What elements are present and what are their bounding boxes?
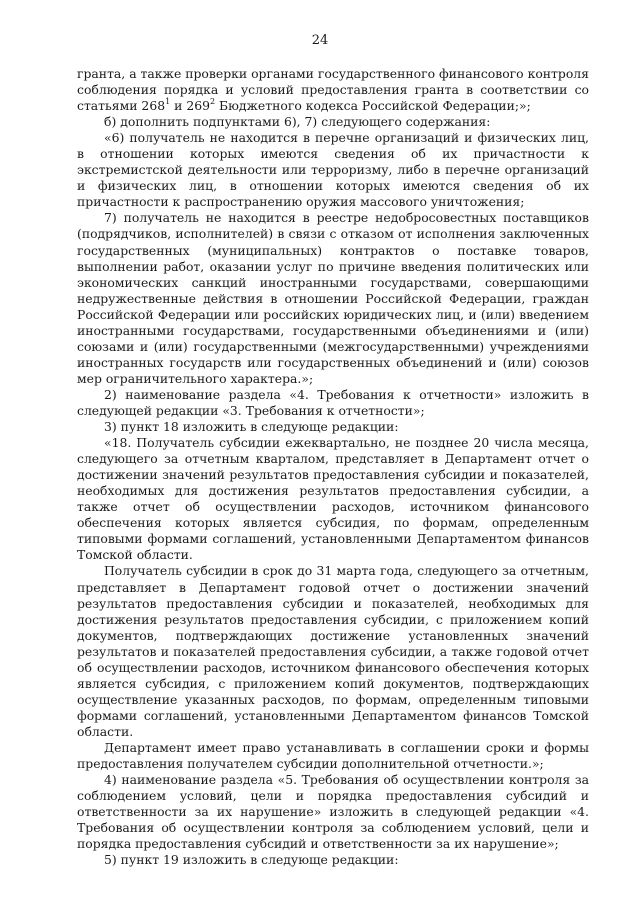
- superscript: 2: [209, 96, 216, 106]
- paragraph: 2) наименование раздела «4. Требования к отчетности» изложить в следующей редакции «3. Требования к отчетности»;: [77, 386, 589, 418]
- paragraph: б) дополнить подпунктами 6), 7) следующего содержания:: [104, 114, 491, 130]
- paragraph: Департамент имеет право устанавливать в соглашении сроки и формы предоставления получателем субсидии дополнительной отчетности.»;: [77, 739, 589, 772]
- paragraph: 7) получатель не находится в реестре недобросовестных поставщиков (подрядчиков, исполнителей) в связи с отказом от исполнения заключенных государственных (муниципальных) контрактов о поставке товаров, выполнении работ, оказании услуг по причине введения политических или экономических санкций иностранными государствами, совершающими недружественные действия в отношении Российской Федерации, граждан Российской Федерации или российских юридических лиц, и (или) введением иностранными государствами, государственными объединениями и (или) союзами и (или) государственными (межгосударственными) учреждениями иностранных государств или государственных объединений и (или) союзов мер ограничительного характера.»;: [77, 210, 589, 386]
- paragraph: «6) получатель не находится в перечне организаций и физических лиц, в отношении которых имеются сведения об их причастности к экстремистской деятельности или терроризму, либо в перечне организаций и физических лиц, в отношении которых имеются сведения об их причастности к распространению оружия массового уничтожения;: [77, 130, 589, 210]
- paragraph: Получатель субсидии в срок до 31 марта года, следующего за отчетным, представляет в Департамент годовой отчет о достижении значений результатов предоставления субсидии и показателей, необходимых для достижения результатов предоставления субсидии, с приложением копий документов, подтверждающих достижение установленных значений результатов и показателей предоставления субсидии, а также годовой отчет об осуществлении расходов, источником финансового обеспечения которых является субсидия, с приложением копий документов, подтверждающих осуществление указанных расходов, по формам, определенным типовыми формами соглашений, установленными Департаментом финансов Томской области.: [77, 563, 589, 739]
- paragraph: 3) пункт 18 изложить в следующе редакции:: [104, 419, 399, 435]
- document-body: [77, 66, 589, 868]
- paragraph-text: и 269: [170, 98, 210, 114]
- paragraph: [77, 66, 589, 114]
- paragraph-text: Бюджетного кодекса Российской Федерации;»;: [215, 98, 531, 114]
- paragraph: 4) наименование раздела «5. Требования об осуществлении контроля за соблюдением условий, цели и порядка предоставления субсидий и ответственности за их нарушение» изложить в следующей редакции «4. Требования об осуществлении контроля за соблюдением условий, цели и порядка предоставления субсидий и ответственности за их нарушение»;: [77, 772, 589, 852]
- paragraph: 5) пункт 19 изложить в следующе редакции:: [104, 852, 399, 868]
- page-number: 24: [311, 33, 329, 48]
- paragraph: «18. Получатель субсидии ежеквартально, не позднее 20 числа месяца, следующего за отчетным кварталом, представляет в Департамент отчет о достижении значений результатов предоставления субсидии и показателей, необходимых для достижения результатов предоставления субсидии, а также отчет об осуществлении расходов, источником финансового обеспечения которых является субсидия, по формам, определенным типовыми формами соглашений, установленными Департаментом финансов Томской области.: [77, 435, 589, 563]
- paragraph-text: гранта, а также проверки органами государственного финансового контроля соблюдения порядка и условий предоставления гранта в соответствии со статьями 268: [77, 66, 589, 114]
- superscript: 1: [165, 96, 171, 106]
